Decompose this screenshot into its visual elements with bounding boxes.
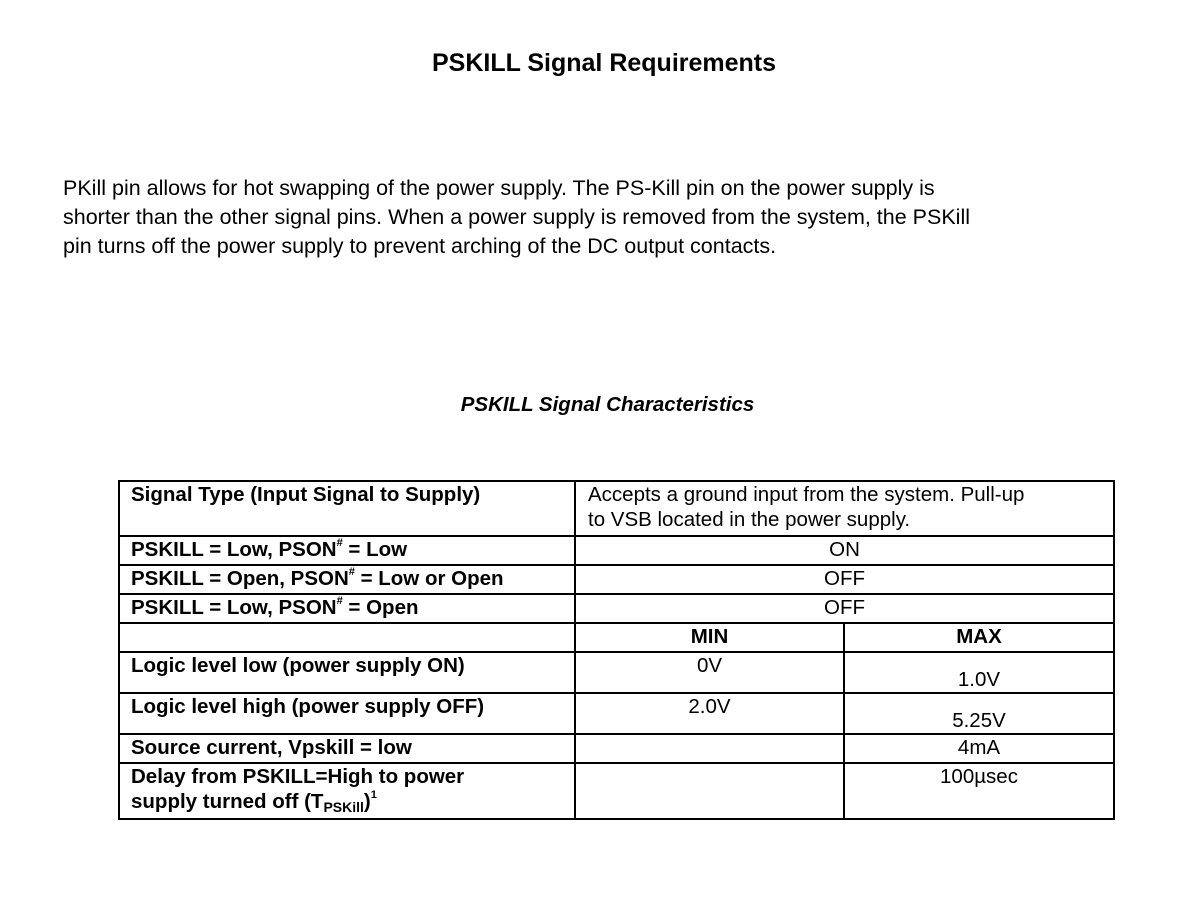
max-header: MAX bbox=[844, 623, 1114, 652]
source-current-label: Source current, Vpskill = low bbox=[119, 734, 575, 763]
state-label bbox=[119, 565, 575, 594]
intro-line-3: pin turns off the power supply to prevent arching of the DC output contacts. bbox=[63, 234, 777, 258]
state-label bbox=[119, 536, 575, 565]
delay-label-text: supply turned off (T bbox=[131, 790, 324, 813]
delay-max: 100µsec bbox=[844, 763, 1114, 819]
delay-min bbox=[575, 763, 844, 819]
table-row bbox=[119, 693, 1114, 734]
state-label-text: = Low or Open bbox=[354, 567, 504, 590]
logic-low-label: Logic level low (power supply ON) bbox=[119, 652, 575, 693]
table-row bbox=[119, 652, 1114, 693]
state-label-text: PSKILL = Low, PSON bbox=[131, 538, 337, 561]
signal-type-value-line-1: Accepts a ground input from the system. Pull-up bbox=[588, 483, 1025, 506]
source-current-min bbox=[575, 734, 844, 763]
delay-footnote-ref: 1 bbox=[370, 789, 377, 801]
delay-label-line-1: Delay from PSKILL=High to power bbox=[131, 765, 465, 788]
state-label bbox=[119, 594, 575, 623]
delay-label-text: ) bbox=[363, 790, 371, 813]
state-label-text: = Low bbox=[342, 538, 408, 561]
logic-low-min: 0V bbox=[575, 652, 844, 693]
source-current-max: 4mA bbox=[844, 734, 1114, 763]
table-row bbox=[119, 594, 1114, 623]
table-row bbox=[119, 536, 1114, 565]
state-value: OFF bbox=[575, 565, 1114, 594]
delay-label-sub: PSKill bbox=[323, 799, 364, 815]
empty-header-cell bbox=[119, 623, 575, 652]
table-caption: PSKILL Signal Characteristics bbox=[460, 393, 755, 416]
signal-type-label: Signal Type (Input Signal to Supply) bbox=[119, 481, 575, 536]
intro-line-2: shorter than the other signal pins. When a power supply is removed from the system, the PSKill bbox=[63, 205, 971, 229]
logic-high-label: Logic level high (power supply OFF) bbox=[119, 693, 575, 734]
intro-line-1: PKill pin allows for hot swapping of the power supply. The PS-Kill pin on the power supply is bbox=[63, 176, 935, 200]
state-label-sup: # bbox=[336, 537, 343, 549]
signal-type-value-line-2: to VSB located in the power supply. bbox=[588, 508, 911, 531]
page-title: PSKILL Signal Requirements bbox=[431, 49, 777, 77]
state-label-text: PSKILL = Low, PSON bbox=[131, 596, 337, 619]
state-label-sup: # bbox=[336, 595, 343, 607]
state-label-sup: # bbox=[348, 566, 355, 578]
signal-characteristics-table bbox=[118, 480, 1115, 820]
table-row bbox=[119, 763, 1114, 819]
table-row bbox=[119, 481, 1114, 536]
logic-high-min: 2.0V bbox=[575, 693, 844, 734]
min-header: MIN bbox=[575, 623, 844, 652]
intro-paragraph bbox=[63, 174, 1163, 261]
state-label-text: = Open bbox=[342, 596, 419, 619]
delay-label bbox=[119, 763, 575, 819]
state-label-text: PSKILL = Open, PSON bbox=[131, 567, 349, 590]
logic-high-max: 5.25V bbox=[844, 693, 1114, 734]
logic-low-max: 1.0V bbox=[844, 652, 1114, 693]
state-value: OFF bbox=[575, 594, 1114, 623]
table-header-row bbox=[119, 623, 1114, 652]
table-row bbox=[119, 734, 1114, 763]
table-row bbox=[119, 565, 1114, 594]
state-value: ON bbox=[575, 536, 1114, 565]
signal-type-value bbox=[575, 481, 1114, 536]
delay-label-line-2 bbox=[131, 789, 574, 814]
